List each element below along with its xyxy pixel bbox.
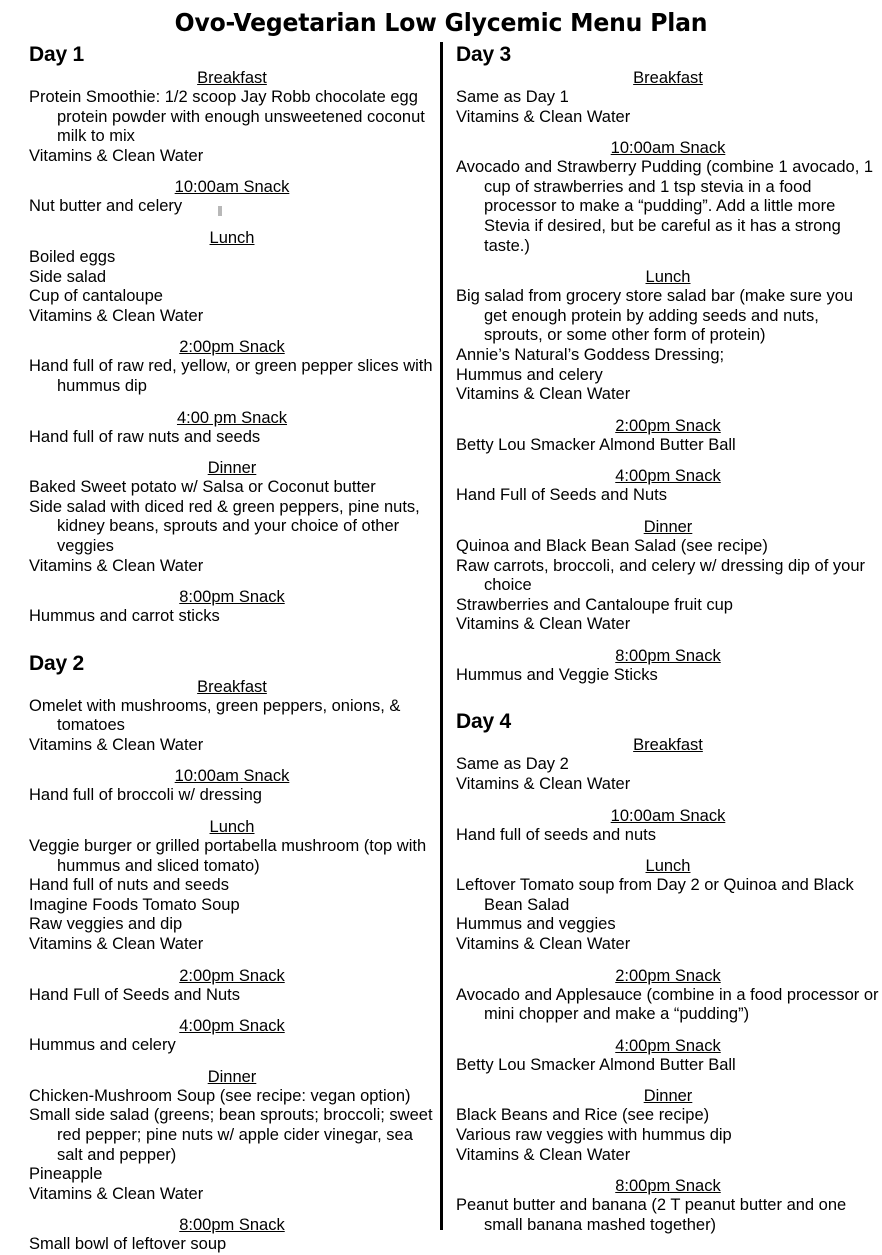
meal-section [29, 1215, 435, 1255]
meal-item: Hand full of nuts and seeds [29, 876, 229, 895]
meal-spacer [29, 1056, 435, 1067]
meal-title-text: 10:00am Snack [174, 767, 290, 786]
meal-title-text: 8:00pm Snack [615, 1177, 721, 1196]
meal-item: Vitamins & Clean Water [29, 306, 204, 325]
meal-item: Hand full of raw red, yellow, or green pepper slices with hummus dip [29, 357, 433, 395]
meal-title-text: 10:00am Snack [610, 806, 726, 825]
meal-spacer [456, 845, 880, 856]
meal-section [29, 677, 435, 756]
meal-spacer [456, 635, 880, 646]
meal-item: Vitamins & Clean Water [456, 1145, 631, 1164]
meal-spacer [29, 1204, 435, 1215]
meal-title [29, 408, 435, 428]
meal-item: Hand Full of Seeds and Nuts [29, 985, 240, 1004]
meal-section [456, 1176, 880, 1235]
meal-title [456, 646, 880, 666]
meal-title-text: Breakfast [197, 677, 267, 696]
meal-item: Leftover Tomato soup from Day 2 or Quinoa and Black Bean Salad [456, 876, 854, 914]
meal-section [456, 517, 880, 635]
meal-item: Vitamins & Clean Water [29, 146, 204, 165]
meal-title [456, 517, 880, 537]
meal-spacer [456, 795, 880, 806]
meal-item: Vitamins & Clean Water [456, 615, 631, 634]
meal-spacer [456, 256, 880, 267]
day-heading: Day 4 [456, 710, 512, 734]
meal-title-text: Dinner [207, 459, 257, 478]
meal-section [29, 228, 435, 326]
meal-section [456, 856, 880, 954]
meal-item: Vitamins & Clean Water [29, 735, 204, 754]
meal-spacer [456, 405, 880, 416]
meal-title [456, 1036, 880, 1056]
meal-spacer [29, 397, 435, 408]
meal-title [29, 677, 435, 697]
meal-section [456, 416, 880, 456]
meal-title [29, 1016, 435, 1036]
meal-item: Annie’s Natural’s Goddess Dressing; [456, 345, 725, 364]
meal-item: Vitamins & Clean Water [29, 1184, 204, 1203]
meal-title-text: Lunch [209, 228, 255, 247]
day-block [456, 42, 880, 685]
meal-section [456, 267, 880, 405]
meal-title [456, 138, 880, 158]
left-column [0, 42, 441, 1255]
meal-title-text: 2:00pm Snack [179, 966, 285, 985]
meal-section [29, 587, 435, 627]
meal-spacer [456, 1165, 880, 1176]
meal-item: Same as Day 1 [456, 88, 569, 106]
day-block [29, 42, 435, 627]
meal-item: Cup of cantaloupe [29, 287, 163, 306]
meal-title [456, 806, 880, 826]
meal-item: Same as Day 2 [456, 755, 569, 774]
meal-title-text: 4:00pm Snack [615, 1036, 721, 1055]
meal-title-text: 8:00pm Snack [179, 588, 285, 607]
meal-item: Vitamins & Clean Water [456, 385, 631, 404]
meal-section [456, 138, 880, 256]
meal-title [456, 267, 880, 287]
meal-item: Avocado and Strawberry Pudding (combine 1 avocado, 1 cup of strawberries and 1 tsp stevia in a food processor to make a “pudding”. Add a little more Stevia if desired, but be careful as it has a strong taste.) [456, 158, 874, 255]
meal-item: Vitamins & Clean Water [29, 556, 204, 575]
meal-title-text: Lunch [645, 857, 691, 876]
meal-title-text: Lunch [209, 818, 255, 837]
meal-title [29, 458, 435, 478]
meal-item: Hummus and celery [29, 1036, 176, 1055]
meal-section [456, 1036, 880, 1076]
day-spacer [456, 685, 880, 709]
page-title: Ovo-Vegetarian Low Glycemic Menu Plan [174, 8, 708, 37]
meal-spacer [456, 955, 880, 966]
meal-title [29, 587, 435, 607]
meal-section [29, 68, 435, 166]
meal-title [29, 337, 435, 357]
meal-item: Various raw veggies with hummus dip [456, 1126, 732, 1144]
meal-spacer [456, 127, 880, 138]
meal-title-text: Dinner [643, 1087, 693, 1106]
meal-section [456, 806, 880, 846]
meal-title-text: Dinner [207, 1067, 257, 1086]
meal-item: Hummus and carrot sticks [29, 607, 220, 626]
meal-title-text: 2:00pm Snack [179, 338, 285, 357]
meal-spacer [29, 166, 435, 177]
meal-spacer [29, 1005, 435, 1016]
meal-section [456, 466, 880, 506]
meal-item: Quinoa and Black Bean Salad (see recipe) [456, 536, 768, 555]
meal-spacer [29, 955, 435, 966]
meal-item: Nut butter and celery [29, 197, 183, 216]
meal-item: Vitamins & Clean Water [456, 107, 631, 126]
meal-title-text: 2:00pm Snack [615, 416, 721, 435]
meal-item: Hummus and veggies [456, 915, 616, 934]
meal-title [29, 817, 435, 837]
meal-item: Small side salad (greens; bean sprouts; broccoli; sweet red pepper; pine nuts w/ apple cider vinegar, sea salt and pepper) [29, 1106, 433, 1164]
meal-title-text: 8:00pm Snack [179, 1216, 285, 1235]
meal-title [456, 966, 880, 986]
meal-title-text: 4:00pm Snack [615, 467, 721, 486]
meal-item: Hand Full of Seeds and Nuts [456, 486, 667, 505]
meal-item: Betty Lou Smacker Almond Butter Ball [456, 435, 736, 454]
meal-section [29, 337, 435, 396]
meal-item: Big salad from grocery store salad bar (make sure you get enough protein by adding seeds and nuts, sprouts, or some other form of protein) [456, 287, 854, 345]
meal-title-text: 10:00am Snack [610, 139, 726, 158]
meal-item: Veggie burger or grilled portabella mushroom (top with hummus and sliced tomato) [29, 837, 427, 875]
day-block [456, 709, 880, 1235]
two-column-body [0, 42, 882, 1254]
meal-title [29, 1215, 435, 1235]
meal-title [29, 766, 435, 786]
meal-item: Vitamins & Clean Water [456, 935, 631, 954]
meal-title-text: Breakfast [197, 69, 267, 87]
meal-item: Imagine Foods Tomato Soup [29, 895, 240, 914]
meal-spacer [29, 447, 435, 458]
meal-item: Hand full of broccoli w/ dressing [29, 786, 262, 805]
meal-spacer [456, 1075, 880, 1086]
meal-section [456, 1086, 880, 1165]
meal-title-text: 4:00pm Snack [179, 1017, 285, 1036]
meal-item: Hummus and Veggie Sticks [456, 665, 658, 684]
meal-spacer [456, 1025, 880, 1036]
meal-title [456, 735, 880, 755]
meal-title [456, 416, 880, 436]
meal-title [29, 177, 435, 197]
day-spacer [29, 627, 435, 651]
meal-item: Black Beans and Rice (see recipe) [456, 1106, 710, 1125]
meal-title [456, 856, 880, 876]
meal-spacer [29, 326, 435, 337]
meal-title-text: Lunch [645, 268, 691, 287]
meal-title-text: Breakfast [633, 736, 703, 755]
meal-section [29, 817, 435, 955]
meal-item: Omelet with mushrooms, green peppers, onions, & tomatoes [29, 696, 401, 735]
meal-section [29, 458, 435, 576]
meal-item: Betty Lou Smacker Almond Butter Ball [456, 1055, 736, 1074]
meal-item: Hand full of raw nuts and seeds [29, 427, 261, 446]
meal-item: Strawberries and Cantaloupe fruit cup [456, 595, 733, 614]
meal-item: Vitamins & Clean Water [456, 775, 631, 794]
meal-spacer [456, 506, 880, 517]
day-heading: Day 3 [456, 43, 512, 66]
meal-title-text: 10:00am Snack [174, 178, 290, 197]
meal-section [29, 1016, 435, 1056]
meal-section [29, 766, 435, 806]
meal-spacer [29, 217, 435, 228]
meal-spacer [29, 755, 435, 766]
meal-item: Hummus and celery [456, 365, 603, 384]
meal-title [456, 466, 880, 486]
meal-section [29, 408, 435, 448]
meal-title [29, 1067, 435, 1087]
meal-item: Avocado and Applesauce (combine in a food processor or mini chopper and make a “pudding”) [456, 985, 879, 1024]
meal-section [456, 646, 880, 686]
meal-section [456, 966, 880, 1025]
meal-item: Protein Smoothie: 1/2 scoop Jay Robb chocolate egg protein powder with enough unsweetened coconut milk to mix [29, 88, 425, 146]
meal-item: Chicken-Mushroom Soup (see recipe: vegan option) [29, 1086, 411, 1105]
meal-item: Small bowl of leftover soup [29, 1235, 227, 1254]
meal-title-text: 4:00 pm Snack [176, 408, 288, 427]
meal-title-text: 8:00pm Snack [615, 646, 721, 665]
meal-spacer [456, 455, 880, 466]
day-heading: Day 2 [29, 651, 85, 675]
meal-title [29, 68, 435, 88]
meal-item: Raw veggies and dip [29, 915, 183, 934]
meal-section [29, 966, 435, 1006]
meal-spacer [29, 576, 435, 587]
meal-section [29, 177, 435, 217]
meal-item: Side salad with diced red & green peppers, pine nuts, kidney beans, sprouts and your choice of other veggies [29, 497, 420, 555]
meal-title-text: Dinner [643, 517, 693, 536]
meal-item: Vitamins & Clean Water [29, 935, 204, 954]
meal-item: Boiled eggs [29, 247, 116, 266]
meal-title [456, 1176, 880, 1196]
meal-title [29, 228, 435, 248]
meal-item: Side salad [29, 267, 107, 286]
day-block [29, 651, 435, 1255]
meal-item: Hand full of seeds and nuts [456, 825, 656, 844]
day-heading: Day 1 [29, 43, 85, 66]
meal-title-text: 2:00pm Snack [615, 966, 721, 985]
meal-item: Raw carrots, broccoli, and celery w/ dressing dip of your choice [456, 556, 866, 595]
meal-section [456, 68, 880, 127]
meal-item: Pineapple [29, 1165, 103, 1184]
right-column [441, 42, 882, 1235]
meal-title-text: Breakfast [633, 69, 703, 87]
meal-section [29, 1067, 435, 1205]
meal-item: Baked Sweet potato w/ Salsa or Coconut butter [29, 478, 376, 497]
meal-section [456, 735, 880, 794]
meal-item: Peanut butter and banana (2 T peanut butter and one small banana mashed together) [456, 1196, 847, 1234]
meal-title [29, 966, 435, 986]
meal-spacer [29, 806, 435, 817]
meal-title [456, 1086, 880, 1106]
meal-title [456, 68, 880, 88]
